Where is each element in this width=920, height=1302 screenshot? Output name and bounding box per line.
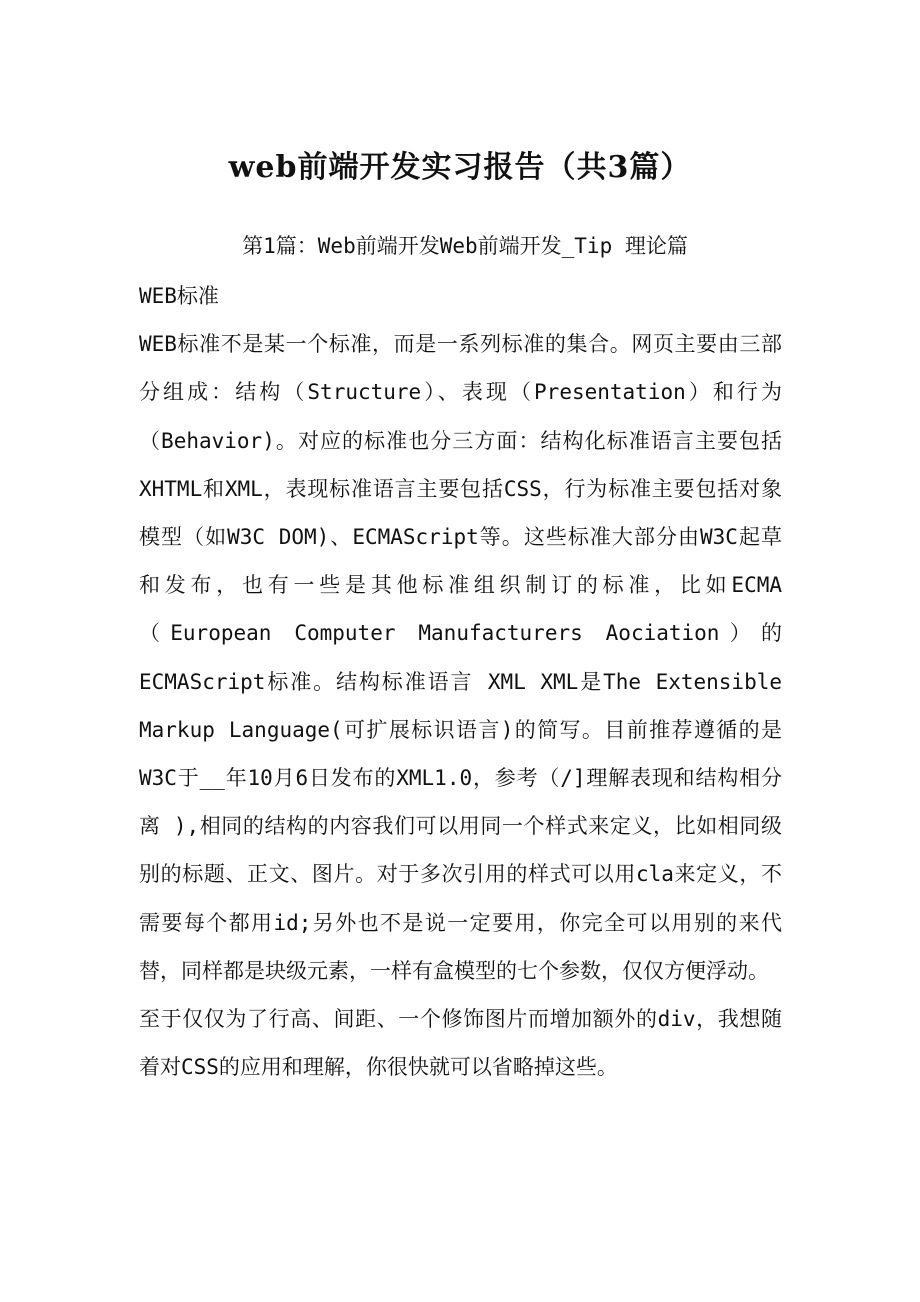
body-paragraph: 至于仅仅为了行高、间距、一个修饰图片而增加额外的div，我想随着对CSS的应用和理解，你很快就可以省略掉这些。 <box>139 1007 782 1080</box>
document-body <box>139 272 782 1091</box>
body-paragraph: WEB标准不是某一个标准，而是一系列标准的集合。网页主要由三部分组成：结构（Structure）、表现（Presentation）和行为（Behavior)。对应的标准也分三方面：结构化标准语言主要包括XHTML和XML，表现标准语言主要包括CSS，行为标准主要包括对象模型（如W3C DOM)、ECMAScript等。这些标准大部分由W3C起草和发布，也有一些是其他标准组织制订的标准，比如ECMA（European Computer Manufacturers Aociation）的ECMAScript标准。结构标准语言 XML XML是The Extensible Markup Language(可扩展标识语言)的简写。目前推荐遵循的是W3C于__年10月6日发布的XML1.0，参考（/]理解表现和结构相分离 ),相同的结构的内容我们可以用同一个样式来定义，比如相同级别的标题、正文、图片。对于多次引用的样式可以用cla来定义，不需要每个都用id;另外也不是说一定要用，你完全可以用别的来代替，同样都是块级元素，一样有盒模型的七个参数，仅仅方便浮动。 <box>139 332 782 983</box>
chapter-subtitle: 第1篇：Web前端开发Web前端开发_Tip 理论篇 <box>242 234 688 258</box>
document-title: web前端开发实习报告（共3篇） <box>228 150 692 185</box>
section-heading: WEB标准 <box>139 284 219 308</box>
